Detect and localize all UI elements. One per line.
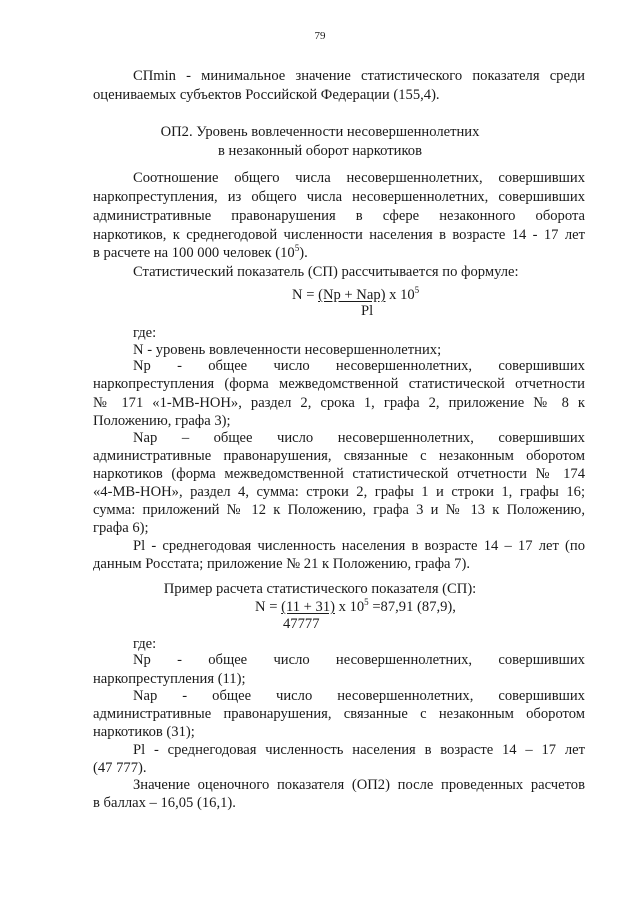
example-np-word: несовершеннолетних, [335,652,473,668]
def-nap-word: Nap [133,430,158,446]
description-line-3: административные правонарушения в сфере незаконного оборота [93,208,585,224]
example-nap-word: несовершеннолетних, [337,688,474,704]
example-nap-line-3: наркотиков (31); [93,724,195,740]
example-np-word: число [273,652,310,668]
def-nap-line-4: «4-МВ-НОН», раздел 4, сумма: строки 2, графы 1 и строки 1, графы 16; [93,484,585,500]
def-nap-word: общее [213,430,253,446]
conclusion-line-1: Значение оценочного показателя (ОП2) после проведенных расчетов [133,777,585,793]
def-np-word: Np [133,358,151,374]
def-n: N - уровень вовлеченности несовершеннолетних; [133,342,442,358]
example-numerator: (11 + 31) [281,599,335,615]
page-number: 79 [314,30,326,42]
example-np-word: совершивших [498,652,585,668]
def-nap-line-1 [133,428,585,448]
def-nap-line-2: административные правонарушения, связанные с незаконным оборотом [93,448,585,464]
formula-exponent: 5 [414,285,420,295]
formula-denominator: Pl [361,303,374,319]
description-line-5-end: ). [299,245,308,261]
example-nap-word: - [182,688,188,704]
def-nap-line-5: сумма: приложений № 12 к Положению, графа 3 и № 13 к Положению, [93,502,585,518]
example-np-word: общее [208,652,248,668]
def-nap-line-6: графа 6); [93,520,149,536]
example-nap-word: совершивших [498,688,585,704]
formula-numerator: (Np + Nap) [318,287,386,303]
example-lhs: N = [255,599,282,615]
example-nap-word: общее [212,688,252,704]
def-np-word: несовершеннолетних, [335,358,473,374]
def-np-line-3: № 171 «1-МВ-НОН», раздел 2, срока 1, графа 2, приложение № 8 к [93,395,585,411]
example-heading: Пример расчета статистического показателя (СП): [163,581,477,597]
example-np-word: Np [133,652,151,668]
def-np-line-4: Положению, графа 3); [93,413,231,429]
def-np-line-2: наркопреступления (форма межведомственной статистической отчетности [93,376,585,392]
def-nap-word: число [277,430,314,446]
intro-line-1: СПmin - минимальное значение статистического показателя среди [133,68,585,84]
example-pl-line-2: (47 777). [93,760,147,776]
description-exponent: 5 [294,243,300,253]
example-where-label: где: [133,636,157,652]
def-nap-word: – [181,430,190,446]
description-line-2: наркопреступления, из общего числа несовершеннолетних, совершивших [93,189,585,205]
example-pl-line-1: Pl - среднегодовая численность населения в возрасте 14 – 17 лет [133,742,585,758]
def-np-word: - [177,358,182,374]
example-denominator: 47777 [283,616,320,632]
example-exponent: 5 [364,597,369,607]
description-line-4: наркотиков, к среднегодовой численности населения в возрасте 14 - 17 лет [93,227,585,243]
example-result: =87,91 (87,9), [368,599,456,615]
def-np-line-1 [133,356,585,376]
def-np-word: совершивших [498,358,585,374]
def-pl-line-2: данным Росстата; приложение № 21 к Положению, графа 7). [93,556,470,572]
example-np-line-1 [133,650,585,670]
def-np-word: число [273,358,310,374]
formula [292,286,419,304]
description-line-5-text: в расчете на 100 000 человек (10 [93,245,295,261]
example-formula [255,598,456,616]
def-nap-word: несовершеннолетних, [337,430,474,446]
example-nap-line-2: административные правонарушения, связанные с незаконным оборотом [93,706,585,722]
example-np-word: - [177,652,182,668]
description-line-1: Соотношение общего числа несовершеннолетних, совершивших [133,170,585,186]
conclusion-line-2: в баллах – 16,05 (16,1). [93,795,236,811]
example-np-line-2: наркопреступления (11); [93,671,246,687]
example-nap-word: число [276,688,313,704]
example-times: x 10 [334,599,365,615]
formula-intro: Статистический показатель (СП) рассчитывается по формуле: [133,264,519,280]
example-nap-word: Nap [133,688,158,704]
formula-lhs: N = [292,287,319,303]
def-nap-word: совершивших [498,430,585,446]
description-line-5 [93,243,585,263]
def-nap-line-3: наркотиков (форма межведомственной статистической отчетности № 174 [93,466,585,482]
example-nap-line-1 [133,686,585,706]
def-np-word: общее [208,358,248,374]
def-pl-line-1: Pl - среднегодовая численность населения в возрасте 14 – 17 лет (по [133,538,585,554]
formula-times: x 10 [385,287,415,303]
section-heading-line-2: в незаконный оборот наркотиков [218,143,422,159]
section-heading-line-1: ОП2. Уровень вовлеченности несовершеннолетних [160,124,480,140]
intro-line-2: оцениваемых субъектов Российской Федерации (155,4). [93,87,440,103]
where-label: где: [133,325,157,341]
